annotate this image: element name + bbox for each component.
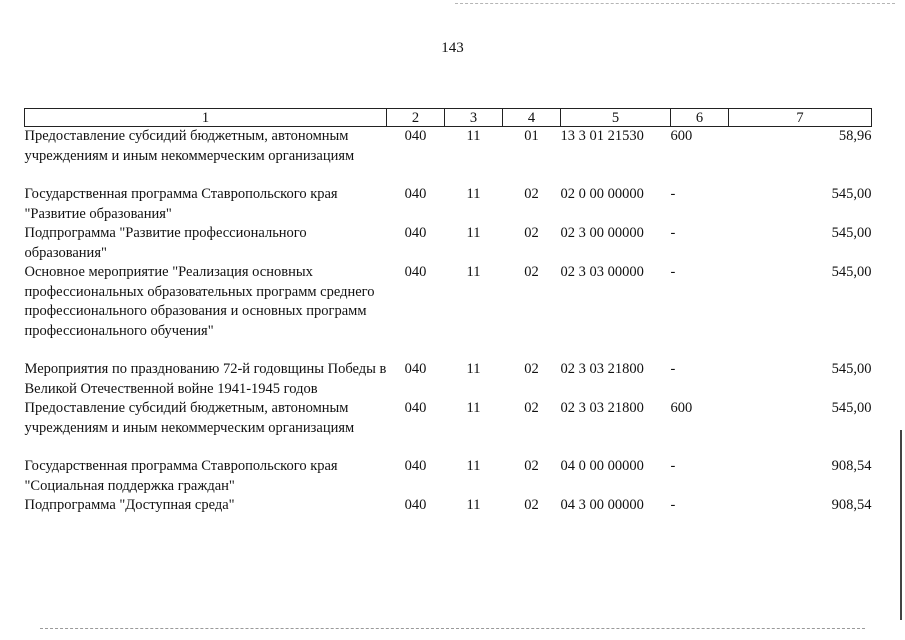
header-row: [25, 109, 872, 127]
row-vr-cell: -: [670, 458, 676, 474]
row-ved-cell: 040: [404, 361, 427, 377]
row-ved-cell: 040: [404, 264, 427, 280]
row-csr-cell: 04 0 00 00000: [560, 458, 644, 474]
table-row: [25, 496, 872, 516]
row-vr-cell: 600: [670, 400, 693, 416]
row-pr-cell: 01: [524, 128, 539, 144]
row-rz-cell: 11: [466, 186, 481, 202]
row-vr-cell: -: [670, 497, 676, 513]
budget-table: [24, 108, 872, 516]
row-sum-cell: 908,54: [831, 497, 872, 513]
row-ved-cell: 040: [404, 128, 427, 144]
row-sum-cell: 545,00: [831, 264, 872, 280]
row-name-cell: Предоставление субсидий бюджетным, автономным учреждениям и иным некоммерческим организациям: [24, 400, 355, 436]
row-name-cell: Подпрограмма "Доступная среда": [24, 497, 235, 513]
row-rz-cell: 11: [466, 458, 481, 474]
row-rz-cell: 11: [466, 400, 481, 416]
row-csr-cell: 02 3 03 00000: [560, 264, 644, 280]
row-pr-cell: 02: [524, 361, 539, 377]
row-pr-cell: 02: [524, 400, 539, 416]
row-sum-cell: 908,54: [831, 458, 872, 474]
row-vr-cell: -: [670, 264, 676, 280]
row-csr-cell: 02 0 00 00000: [560, 186, 644, 202]
row-ved-cell: 040: [404, 400, 427, 416]
scan-artifact-bottom-line: [40, 628, 865, 629]
row-sum-cell: 545,00: [831, 186, 872, 202]
row-spacer: [25, 341, 872, 360]
table-header: [25, 109, 872, 127]
header-col-3: 3: [445, 109, 503, 127]
row-sum-cell: 545,00: [831, 361, 872, 377]
row-ved-cell: 040: [404, 497, 427, 513]
row-vr-cell: -: [670, 225, 676, 241]
table-row: [25, 263, 872, 341]
row-ved-cell: 040: [404, 458, 427, 474]
table-row: [25, 185, 872, 224]
row-ved-cell: 040: [404, 225, 427, 241]
row-pr-cell: 02: [524, 264, 539, 280]
row-sum-cell: 58,96: [838, 128, 872, 144]
row-vr-cell: 600: [670, 128, 693, 144]
row-rz-cell: 11: [466, 361, 481, 377]
table-row: [25, 224, 872, 263]
row-sum-cell: 545,00: [831, 400, 872, 416]
row-csr-cell: 02 3 00 00000: [560, 225, 644, 241]
table-row: [25, 127, 872, 167]
row-name-cell: Подпрограмма "Развитие профессионального образования": [24, 225, 307, 261]
page-number: 143: [441, 40, 464, 56]
row-name-cell: Мероприятия по празднованию 72-й годовщины Победы в Великой Отечественной войне 1941-1945 годов: [24, 361, 387, 397]
row-name-cell: Государственная программа Ставропольского края "Социальная поддержка граждан": [24, 458, 338, 494]
row-csr-cell: 04 3 00 00000: [560, 497, 644, 513]
header-col-7: 7: [729, 109, 872, 127]
table-row: [25, 360, 872, 399]
table-body: [25, 127, 872, 516]
row-ved-cell: 040: [404, 186, 427, 202]
scan-artifact-top-line: [455, 3, 895, 4]
row-csr-cell: 02 3 03 21800: [560, 400, 644, 416]
scan-edge-mark: [900, 430, 902, 620]
row-name-cell: Государственная программа Ставропольского края "Развитие образования": [24, 186, 338, 222]
header-col-6: 6: [671, 109, 729, 127]
row-vr-cell: -: [670, 361, 676, 377]
row-vr-cell: -: [670, 186, 676, 202]
header-col-4: 4: [503, 109, 561, 127]
row-sum-cell: 545,00: [831, 225, 872, 241]
row-spacer: [25, 438, 872, 457]
row-rz-cell: 11: [466, 225, 481, 241]
row-pr-cell: 02: [524, 186, 539, 202]
row-spacer-cell: [25, 438, 872, 457]
row-rz-cell: 11: [466, 264, 481, 280]
header-col-5: 5: [561, 109, 671, 127]
row-pr-cell: 02: [524, 497, 539, 513]
header-col-2: 2: [387, 109, 445, 127]
row-name-cell: Предоставление субсидий бюджетным, автономным учреждениям и иным некоммерческим организациям: [24, 128, 355, 164]
row-csr-cell: 13 3 01 21530: [560, 128, 644, 144]
row-spacer-cell: [25, 341, 872, 360]
row-pr-cell: 02: [524, 458, 539, 474]
header-col-1: 1: [25, 109, 387, 127]
row-spacer-cell: [25, 166, 872, 185]
row-pr-cell: 02: [524, 225, 539, 241]
row-spacer: [25, 166, 872, 185]
row-rz-cell: 11: [466, 128, 481, 144]
table-row: [25, 457, 872, 496]
row-name-cell: Основное мероприятие "Реализация основных профессиональных образовательных программ среднего профессионального образования и основных программ профессионального обучения": [24, 264, 375, 339]
table-row: [25, 399, 872, 438]
row-csr-cell: 02 3 03 21800: [560, 361, 644, 377]
row-rz-cell: 11: [466, 497, 481, 513]
